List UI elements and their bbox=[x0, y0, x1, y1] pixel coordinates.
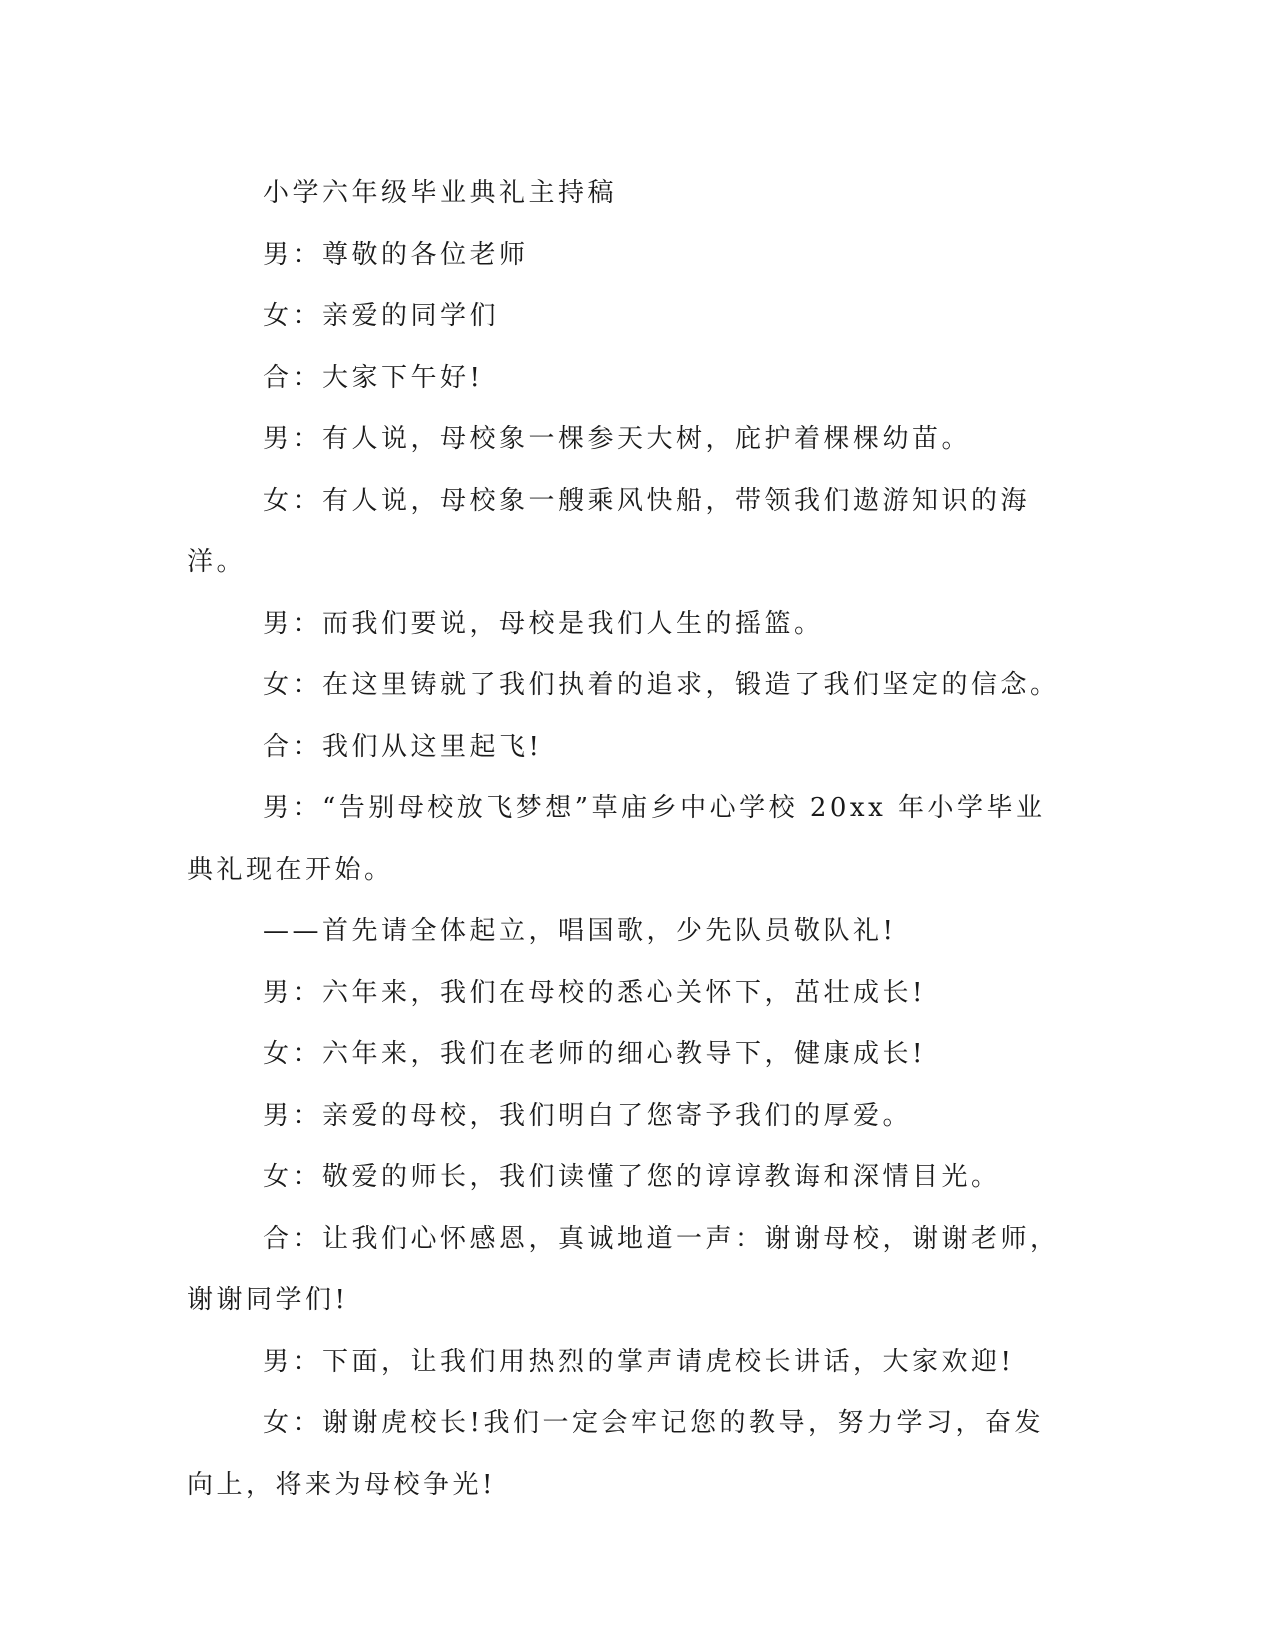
script-line: 女：敬爱的师长，我们读懂了您的谆谆教诲和深情目光。 bbox=[263, 1162, 1001, 1192]
script-line: 合：我们从这里起飞! bbox=[263, 731, 543, 762]
script-line: 男：“告别母校放飞梦想”草庙乡中心学校 20xx 年小学毕业典礼现在开始。 bbox=[187, 793, 1046, 885]
script-line: 女：谢谢虎校长!我们一定会牢记您的教导，努力学习，奋发向上，将来为母校争光! bbox=[187, 1408, 1044, 1500]
script-line: 合：让我们心怀感恩，真诚地道一声：谢谢母校，谢谢老师，谢谢同学们! bbox=[187, 1223, 1060, 1315]
script-line: 女：在这里铸就了我们执着的追求，锻造了我们坚定的信念。 bbox=[263, 670, 1060, 700]
document-title: 小学六年级毕业典礼主持稿 bbox=[263, 178, 618, 208]
document-body bbox=[187, 163, 1065, 1516]
script-line: 男：而我们要说，母校是我们人生的摇篮。 bbox=[263, 608, 824, 639]
script-line: 男：尊敬的各位老师 bbox=[263, 239, 529, 270]
script-line: 男：六年来，我们在母校的悉心关怀下，茁壮成长! bbox=[263, 977, 926, 1008]
script-line: 男：有人说，母校象一棵参天大树，庇护着棵棵幼苗。 bbox=[263, 424, 972, 454]
script-line: 合：大家下午好! bbox=[263, 362, 484, 393]
script-line: ——首先请全体起立，唱国歌，少先队员敬队礼! bbox=[263, 916, 897, 946]
script-line: 女：亲爱的同学们 bbox=[263, 301, 500, 331]
script-line: 女：六年来，我们在老师的细心教导下，健康成长! bbox=[263, 1039, 926, 1069]
script-line: 女：有人说，母校象一艘乘风快船，带领我们遨游知识的海洋。 bbox=[187, 485, 1031, 577]
script-line: 男：亲爱的母校，我们明白了您寄予我们的厚爱。 bbox=[263, 1100, 913, 1131]
script-line: 男：下面，让我们用热烈的掌声请虎校长讲话，大家欢迎! bbox=[263, 1346, 1015, 1377]
